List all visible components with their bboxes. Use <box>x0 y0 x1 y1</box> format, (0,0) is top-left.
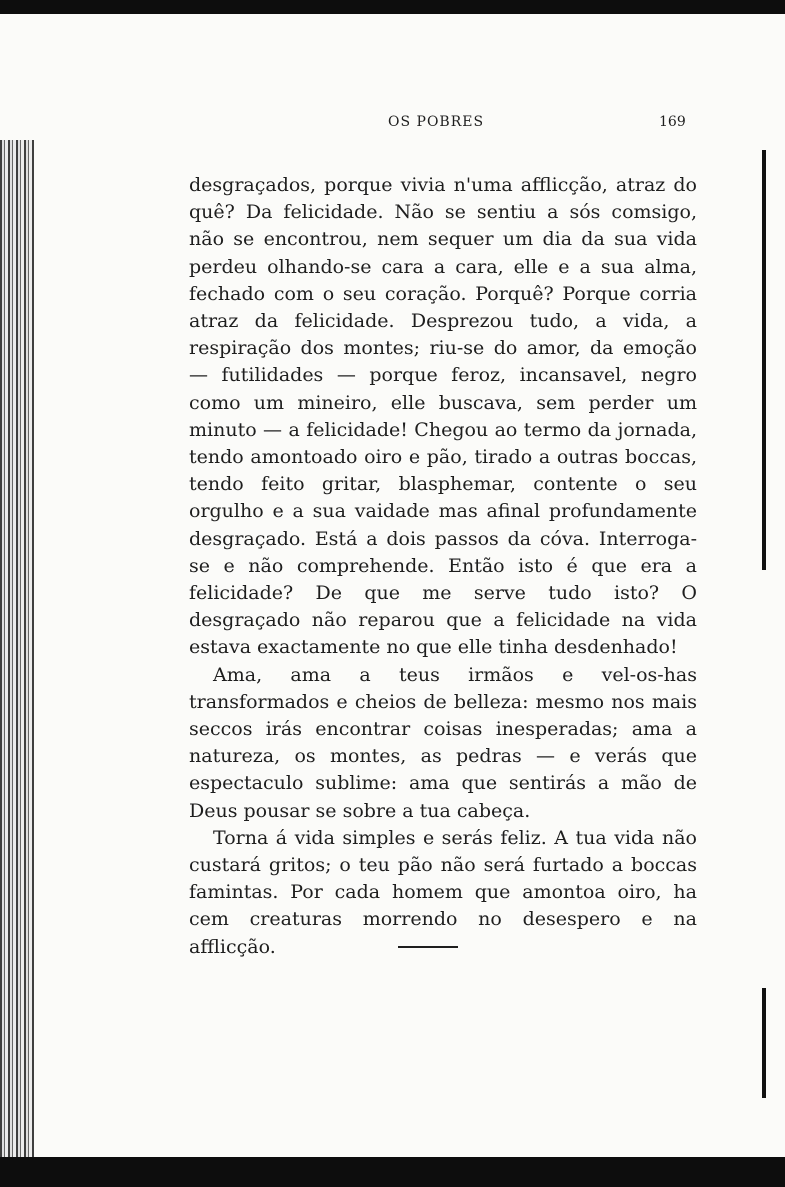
paragraph-3: Torna á vida simples e serás feliz. A tua vida não custará gritos; o teu pão não será furtado a boccas famintas. Por cada homem que amontoa oiro, ha cem creaturas morrendo no desespero e na afflicção. <box>189 826 697 958</box>
scan-binding-edge <box>0 140 34 1160</box>
scan-edge-mark-lower <box>762 988 766 1098</box>
section-end-rule <box>398 946 458 948</box>
page-number: 169 <box>659 114 686 130</box>
scan-border-bottom <box>0 1157 785 1187</box>
running-head <box>0 114 785 134</box>
scan-border-top <box>0 0 785 14</box>
body-text <box>189 172 697 961</box>
running-title: OS POBRES <box>388 114 485 130</box>
scan-edge-mark-upper <box>762 150 766 570</box>
paragraph-1: desgraçados, porque vivia n'uma afflicção, atraz do quê? Da felicidade. Não se sentiu a sós comsigo, não se encontrou, nem sequer um dia da sua vida perdeu olhando-se cara a cara, elle e a sua alma, fechado com o seu coração. Porquê? Porque corria atraz da felicidade. Desprezou tudo, a vida, a respiração dos montes; riu-se do amor, da emoção — futilidades — porque feroz, incansavel, negro como um mineiro, elle buscava, sem perder um minuto — a felicidade! Chegou ao termo da jornada, tendo amontoado oiro e pão, tirado a outras boccas, tendo feito gritar, blasphemar, contente o seu orgulho e a sua vaidade mas afinal profundamente desgraçado. Está a dois passos da cóva. Interroga-se e não comprehende. Então isto é que era a felicidade? De que me serve tudo isto? O desgraçado não reparou que a felicidade na vida estava exactamente no que elle tinha desdenhado! <box>189 174 697 659</box>
paragraph-2: Ama, ama a teus irmãos e vel-os-has transformados e cheios de belleza: mesmo nos mais seccos irás encontrar coisas inesperadas; ama a natureza, os montes, as pedras — e verás que espectaculo sublime: ama que sentirás a mão de Deus pousar se sobre a tua cabeça. <box>189 663 697 822</box>
